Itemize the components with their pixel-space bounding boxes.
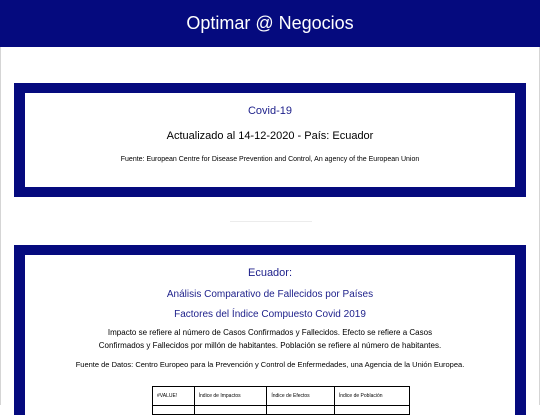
table-header-cell: Índice de Población (334, 387, 409, 406)
index-table (152, 386, 410, 415)
factors-heading: Factores del Índice Compuesto Covid 2019 (174, 309, 366, 320)
table-cell (194, 406, 267, 415)
analysis-card-content (25, 255, 515, 415)
analysis-heading: Análisis Comparativo de Fallecidos por Países (166, 289, 374, 300)
source-note: Fuente: European Centre for Disease Prevention and Control, An agency of the European Union (120, 156, 420, 163)
table-header-row (153, 387, 410, 406)
country-heading: Ecuador: (247, 267, 293, 279)
data-source-note: Fuente de Datos: Centro Europeo para la Prevención y Control de Enfermedades, una Agencia de la Unión Europea. (75, 360, 465, 369)
table-row (153, 406, 410, 415)
covid-summary-card-content (25, 93, 515, 187)
covid-summary-card (14, 83, 526, 197)
app-title: Optimar @ Negocios (186, 13, 354, 33)
description-text: Impacto se refiere al número de Casos Confirmados y Fallecidos. Efecto se refiere a Casos Confirmados y Fallecidos por millón de habitantes. Población se refiere al número de habitantes. (98, 328, 442, 350)
table-cell (153, 406, 195, 415)
analysis-card (14, 245, 526, 415)
app-header (0, 0, 540, 47)
table-header-cell: Índice de Efectos (267, 387, 335, 406)
table-header-cell: #VALUE! (153, 387, 195, 406)
card-title: Covid-19 (247, 105, 293, 117)
section-divider (230, 221, 312, 222)
table-header-cell: Índice de Impactos (194, 387, 267, 406)
table-cell (267, 406, 335, 415)
update-info: Actualizado al 14-12-2020 - País: Ecuador (166, 130, 374, 142)
table-cell (334, 406, 409, 415)
